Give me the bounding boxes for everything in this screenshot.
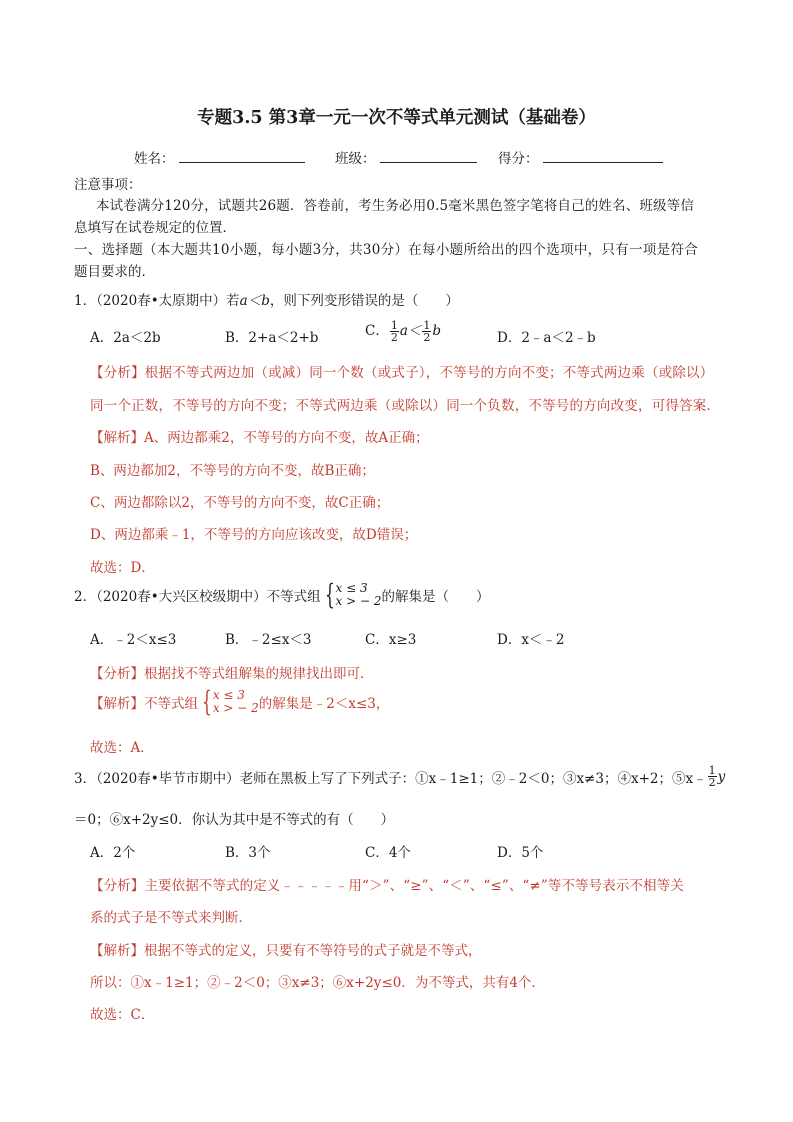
q3-line-1-text: 3．（2020春•毕节市期中）老师在黑板上写了下列式子：①x﹣1≥1；②﹣2＜0；③x≠3；④x+2；⑤x﹣ — [74, 770, 707, 787]
q1-analysis-line-1: 【分析】根据不等式两边加（或减）同一个数（或式子），不等号的方向不变；不等式两边乘（或除以） — [90, 365, 714, 381]
q2-solution-suffix: 的解集是﹣2＜x≤3， — [258, 696, 390, 712]
q1-stem — [74, 289, 459, 309]
q1-solution-line-1: 【解析】A、两边都乘2，不等号的方向不变，故A正确； — [90, 430, 429, 446]
q1-option-c[interactable] — [365, 319, 441, 343]
q2-suffix: 的解集是（ ） — [381, 589, 490, 605]
score-label: 得分： — [498, 151, 539, 167]
q1-suffix: ，则下列变形错误的是（ ） — [269, 293, 459, 309]
q1-prefix: 1．（2020春•太原期中）若 — [74, 293, 240, 309]
class-label: 班级： — [335, 151, 376, 167]
q2-option-b[interactable]: B．﹣2≤x＜3 — [225, 632, 312, 648]
q2-stem — [74, 578, 490, 611]
class-field[interactable] — [335, 147, 477, 167]
q2-solution-prefix: 【解析】不等式组 — [90, 696, 198, 712]
q3-option-b[interactable]: B．3个 — [225, 845, 271, 861]
q1-c-end: b — [432, 323, 442, 339]
q2-option-c[interactable]: C．x≥3 — [365, 632, 417, 648]
q1-analysis-line-2: 同一个正数，不等号的方向不变；不等式两边乘（或除以）同一个负数，不等号的方向改变，可得答案． — [90, 398, 721, 414]
q2-inequality-system: { x ≤ 3 x > − 2 — [324, 578, 382, 611]
notice-line-1: 本试卷满分120分，试题共26题．答卷前，考生务必用0.5毫米黑色签字笔将自己的姓名、班级等信 — [96, 198, 694, 214]
section-heading-line-2: 题目要求的． — [74, 264, 155, 280]
q3-solution-line-2: 所以：①x﹣1≥1；②﹣2＜0；③x≠3；⑥x+2y≤0．为不等式，共有4个． — [90, 975, 545, 991]
q1-option-c-label: C． — [365, 323, 389, 339]
q3-stem-line-2: ＝0；⑥x+2y≤0．你认为其中是不等式的有（ ） — [74, 812, 395, 828]
q1-solution-line-4: D、两边都乘﹣1，不等号的方向应该改变，故D错误； — [90, 527, 418, 543]
q2-option-a[interactable]: A．﹣2＜x≤3 — [90, 632, 177, 648]
q2-solution — [90, 685, 390, 718]
q2-solution-system: { x ≤ 3 x > − 2 — [202, 685, 259, 718]
q3-answer: 故选：C． — [90, 1007, 155, 1023]
q1-c-middle: a＜ — [399, 323, 422, 339]
score-field[interactable] — [498, 147, 663, 167]
notice-line-2: 息填写在试卷规定的位置． — [74, 220, 236, 236]
q3-option-d[interactable]: D．5个 — [497, 845, 544, 861]
q2-answer: 故选：A． — [90, 740, 154, 756]
q3-solution-line-1: 【解析】根据不等式的定义，只要有不等符号的式子就是不等式， — [90, 943, 482, 959]
q3-stem-line-1 — [74, 765, 725, 788]
name-blank[interactable] — [179, 151, 305, 163]
class-blank[interactable] — [380, 151, 477, 163]
q1-option-b[interactable]: B．2+a＜2+b — [225, 330, 319, 346]
q3-option-c[interactable]: C．4个 — [365, 845, 411, 861]
q1-solution-line-3: C、两边都除以2，不等号的方向不变，故C正确； — [90, 495, 390, 511]
q1-c-fraction-1: $\frac{1}{2}$ — [390, 319, 398, 344]
page-title: 专题3.5 第3章一元一次不等式单元测试（基础卷） — [197, 108, 596, 128]
q3-fraction: $\frac{1}{2}$ — [708, 764, 716, 789]
q3-option-a[interactable]: A．2个 — [90, 845, 136, 861]
q2-prefix: 2．（2020春•大兴区校级期中）不等式组 — [74, 589, 321, 605]
q1-c-fraction-2: $\frac{1}{2}$ — [423, 319, 431, 344]
q1-condition: a＜b — [239, 293, 270, 309]
q1-option-a[interactable]: A．2a＜2b — [90, 330, 161, 346]
q2-option-d[interactable]: D．x＜﹣2 — [497, 632, 565, 648]
q1-solution-line-2: B、两边都加2，不等号的方向不变，故B正确； — [90, 463, 375, 479]
score-blank[interactable] — [543, 151, 663, 163]
q2-analysis: 【分析】根据找不等式组解集的规律找出即可． — [90, 666, 374, 682]
name-label: 姓名： — [134, 151, 175, 167]
q3-line-1-end: y — [717, 768, 726, 785]
q3-analysis-line-2: 系的式子是不等式来判断． — [90, 910, 252, 926]
q1-option-d[interactable]: D．2﹣a＜2﹣b — [497, 330, 596, 346]
notice-heading: 注意事项： — [74, 177, 142, 193]
name-field[interactable] — [134, 147, 305, 167]
q1-answer: 故选：D． — [90, 560, 155, 576]
q3-analysis-line-1: 【分析】主要依据不等式的定义﹣﹣﹣﹣﹣用“＞”、“≥”、“＜”、“≤”、“≠”等不等号表示不相等关 — [90, 878, 684, 894]
section-heading-line-1: 一、选择题（本大题共10小题，每小题3分，共30分）在每小题所给出的四个选项中，只有一项是符合 — [74, 242, 699, 258]
